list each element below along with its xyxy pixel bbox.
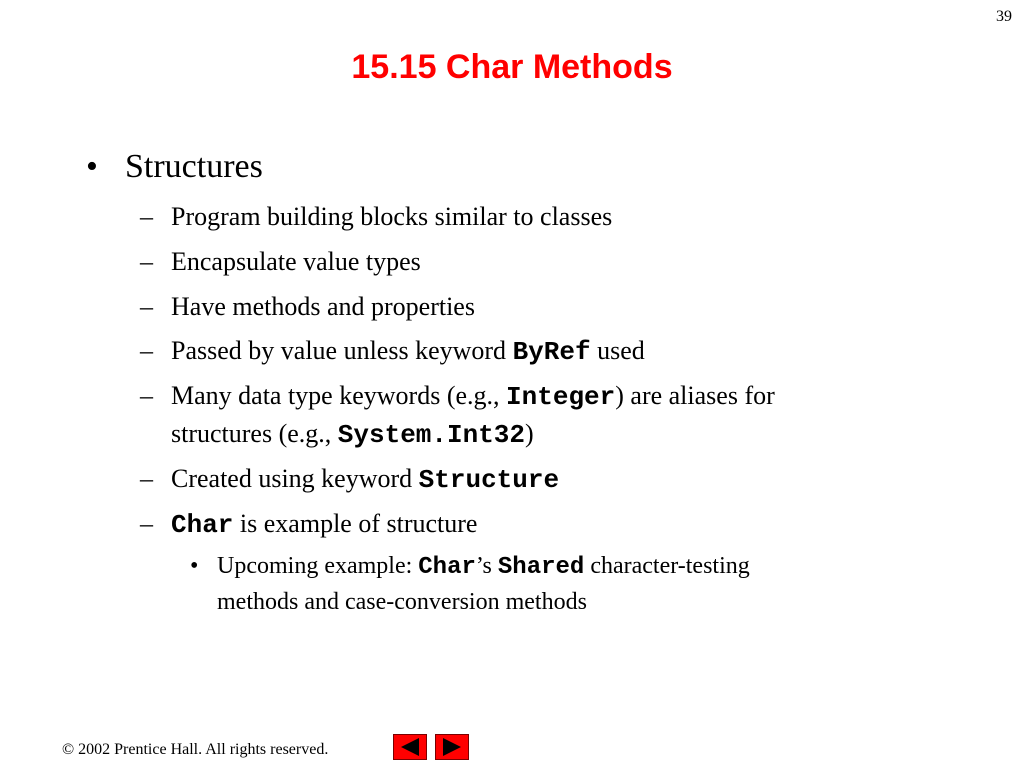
bullet-marker: • <box>86 148 98 185</box>
dash-marker: – <box>140 464 153 493</box>
dash-marker: – <box>140 509 153 538</box>
slide-title: 15.15 Char Methods <box>351 48 673 86</box>
next-slide-button[interactable] <box>435 734 469 760</box>
code-char-2: Char <box>418 554 476 581</box>
code-shared: Shared <box>497 554 585 581</box>
code-integer: Integer <box>506 382 616 412</box>
right-triangle-icon <box>436 735 468 759</box>
dash-marker: – <box>140 202 153 231</box>
item-building-blocks: Program building blocks similar to classes <box>171 202 613 231</box>
subitem-upcoming-line1: Upcoming example: Char’s Shared character-testing <box>217 553 750 581</box>
dash-marker: – <box>140 292 153 321</box>
code-system-int32: System.Int32 <box>337 420 526 450</box>
item-structure-keyword: Created using keyword Structure <box>171 464 560 495</box>
item-byref: Passed by value unless keyword ByRef used <box>171 336 645 367</box>
page-number: 39 <box>996 8 1012 25</box>
dash-marker: – <box>140 336 153 365</box>
sub-bullet-marker: • <box>190 553 199 579</box>
dash-marker: – <box>140 381 153 410</box>
previous-slide-button[interactable] <box>393 734 427 760</box>
subitem-upcoming-line2: methods and case-conversion methods <box>217 589 587 615</box>
copyright-footer: © 2002 Prentice Hall. All rights reserved. <box>62 741 329 758</box>
bullet-structures: Structures <box>125 148 263 185</box>
item-methods-properties: Have methods and properties <box>171 292 475 321</box>
code-byref: ByRef <box>512 337 591 367</box>
dash-marker: – <box>140 247 153 276</box>
code-structure: Structure <box>418 465 560 495</box>
code-char: Char <box>171 510 234 540</box>
item-aliases-line1: Many data type keywords (e.g., Integer) are aliases for <box>171 381 775 412</box>
item-char-example: Char is example of structure <box>171 509 478 540</box>
copyright-symbol: © <box>62 741 75 758</box>
item-encapsulate: Encapsulate value types <box>171 247 421 276</box>
left-triangle-icon <box>394 735 426 759</box>
item-aliases-line2: structures (e.g., System.Int32) <box>171 419 534 450</box>
